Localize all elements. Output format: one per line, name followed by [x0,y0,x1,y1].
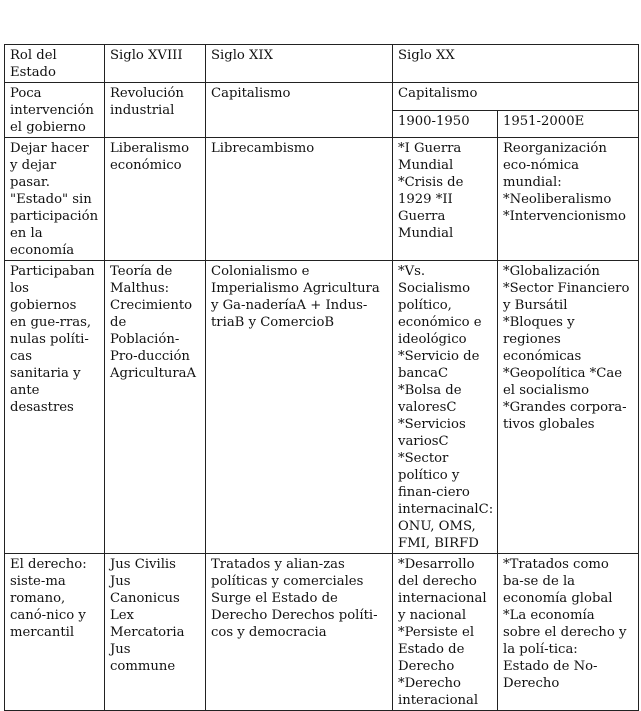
history-table [4,44,639,711]
header-siglo-xviii: Siglo XVIII [105,45,206,83]
cell-s20-1: Capitalismo [393,83,639,111]
cell-period-1951-2000: 1951-2000E [498,110,639,138]
cell-s19-1: Capitalismo [206,83,393,138]
header-siglo-xix: Siglo XIX [206,45,393,83]
cell-s19-2: Librecambismo [206,138,393,261]
cell-p1-2: *I Guerra Mundial *Crisis de 1929 *II Guerra Mundial [393,138,498,261]
cell-s18-2: Liberalismo económico [105,138,206,261]
cell-s19-3: Colonialismo e Imperialismo Agricultura y Ga-naderíaA + Indus- triaB y ComercioB [206,261,393,554]
cell-s18-4: Jus Civilis Jus Canonicus Lex Mercatoria Jus commune [105,554,206,711]
cell-p1-3: *Vs. Socialismo político, económico e ideológico *Servicio de bancaC *Bolsa de valoresC *Servicios variosC *Sector político y finan-ciero internacinalC: ONU, OMS, FMI, BIRFD [393,261,498,554]
cell-p2-4: *Tratados como ba-se de la economía global *La economía sobre el derecho y la polí-tica: Estado de No- Derecho [498,554,639,711]
row-1a [5,83,639,111]
cell-s18-3: Teoría de Malthus: Crecimiento de Población- Pro-ducción AgriculturaA [105,261,206,554]
header-rol-del-estado: Rol del Estado [5,45,105,83]
header-row [5,45,639,83]
cell-p1-4: *Desarrollo del derecho internacional y nacional *Persiste el Estado de Derecho *Derecho interacional [393,554,498,711]
header-siglo-xx: Siglo XX [393,45,639,83]
cell-rol-4: El derecho: siste-ma romano, canó-nico y mercantil [5,554,105,711]
cell-s19-4: Tratados y alian-zas políticas y comerciales Surge el Estado de Derecho Derechos políti- cos y democracia [206,554,393,711]
cell-rol-2: Dejar hacer y dejar pasar. "Estado" sin participación en la economía [5,138,105,261]
cell-p2-2: Reorganización eco-nómica mundial: *Neoliberalismo *Intervencionismo [498,138,639,261]
cell-rol-1: Poca intervención el gobierno [5,83,105,138]
cell-s18-1: Revolución industrial [105,83,206,138]
cell-p2-3: *Globalización *Sector Financiero y Bursátil *Bloques y regiones económicas *Geopolítica *Cae el socialismo *Grandes corpora- tivos globales [498,261,639,554]
cell-rol-3: Participaban los gobiernos en gue-rras, nulas políti- cas sanitaria y ante desastres [5,261,105,554]
row-3 [5,261,639,554]
row-4 [5,554,639,711]
cell-period-1900-1950: 1900-1950 [393,110,498,138]
row-2 [5,138,639,261]
